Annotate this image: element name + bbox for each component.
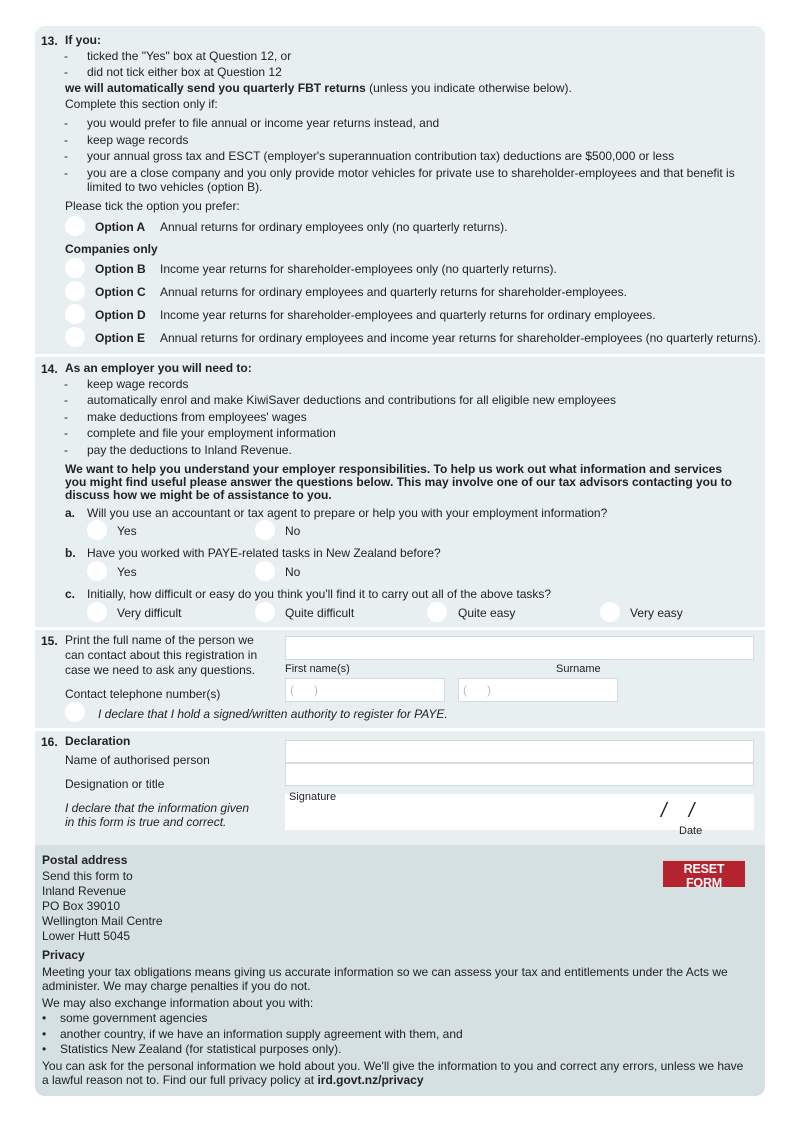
privacy-bullet: some government agencies: [60, 1011, 208, 1025]
declaration-text: in this form is true and correct.: [65, 815, 227, 829]
postal-privacy-section: Postal address Send this form to Inland Revenue PO Box 39010 Wellington Mail Centre Lower Hutt 5045 RESET FORM Privacy Meeting your tax obligations means giving us accurate information so we can assess your tax and entitlements under the Acts we administer. We may charge penalties if you do not. We may also exchange information about you with: • some government agencies • another country, if we have an information supply agreement with them, and • Statistics New Zealand (for statistical purposes only). You can ask for the personal information we hold about you. We'll give the information to you and correct any errors, unless we have a lawful reason not to. Find our full privacy policy at ird.govt.nz/privacy: [35, 845, 765, 1096]
q13-title: If you:: [65, 33, 101, 47]
q14a-question: Will you use an accountant or tax agent to prepare or help you with your employment information?: [87, 506, 608, 520]
option-b-radio[interactable]: [65, 258, 85, 278]
q13-criterion: your annual gross tax and ESCT (employer's superannuation contribution tax) deductions are $500,000 or less: [87, 149, 675, 163]
q15-number: 15.: [41, 634, 58, 648]
q14a-no-label: No: [285, 524, 301, 538]
q13-auto: we will automatically send you quarterly FBT returns (unless you indicate otherwise below).: [65, 81, 572, 95]
q14-item: automatically enrol and make KiwiSaver deductions and contributions for all eligible new employees: [87, 393, 616, 407]
question-14: 14. As an employer you will need to: - keep wage records - automatically enrol and make KiwiSaver deductions and contributions for all eligible new employees - make deductions from employees' wages - complete and file your employment information - pay the deductions to Inland Revenue. We want to help you understand your employer responsibilities. To help us work out what information and services you might find useful please answer the questions below. This may involve one of our tax advisors contacting you to discuss how we might be of assistance to you. a. Will you use an accountant or tax agent to prepare or help you with your employment information? Yes No b. Have you worked with PAYE-related tasks in New Zealand before? Yes No c. Initially, how difficult or easy do you think you'll find it to carry out all of the above tasks? Very difficult Quite difficult Quite easy Very easy: [41, 361, 733, 620]
q13-cond: did not tick either box at Question 12: [87, 65, 282, 79]
declaration-text: I declare that the information given: [65, 801, 250, 815]
phone-input-2[interactable]: [458, 678, 618, 702]
q14a-letter: a.: [65, 506, 76, 520]
privacy-text: administer. We may charge penalties if you do not.: [42, 979, 311, 993]
date-field[interactable]: / /: [661, 800, 695, 822]
very-easy-label: Very easy: [630, 606, 683, 620]
form-panel: [35, 26, 765, 1096]
q14b-no-radio[interactable]: [255, 561, 275, 581]
quite-easy-radio[interactable]: [427, 602, 447, 622]
area-code-parens: ( ): [290, 683, 318, 697]
privacy-text: Meeting your tax obligations means giving us accurate information so we can assess your tax and entitlements under the Acts we: [42, 965, 728, 979]
q14b-question: Have you worked with PAYE-related tasks in New Zealand before?: [87, 546, 441, 560]
q14a-no-radio[interactable]: [255, 520, 275, 540]
q14-title: As an employer you will need to:: [65, 361, 252, 375]
postal-line: Inland Revenue: [42, 884, 127, 898]
designation-label: Designation or title: [65, 777, 165, 791]
option-b-desc: Income year returns for shareholder-employees only (no quarterly returns).: [160, 262, 557, 276]
option-e-desc: Annual returns for ordinary employees and income year returns for shareholder-employees (no quarterly returns).: [160, 331, 761, 345]
date-label: Date: [679, 825, 703, 837]
q14-item: make deductions from employees' wages: [87, 410, 307, 424]
q14b-no-label: No: [285, 565, 301, 579]
q14-help: We want to help you understand your employer responsibilities. To help us work out what information and services: [65, 462, 722, 476]
designation-input[interactable]: [285, 763, 754, 786]
q15-text: Print the full name of the person we: [65, 633, 254, 647]
q14-item: complete and file your employment information: [87, 426, 336, 440]
signature-label: Signature: [289, 791, 337, 803]
q13-complete: Complete this section only if:: [65, 97, 218, 111]
quite-difficult-label: Quite difficult: [285, 606, 355, 620]
q14b-letter: b.: [65, 546, 76, 560]
very-difficult-radio[interactable]: [87, 602, 107, 622]
q14-help: discuss how we might be of assistance to you.: [65, 488, 332, 502]
privacy-text: You can ask for the personal information we hold about you. We'll give the information to you and correct any errors, unless we have: [42, 1059, 744, 1073]
companies-only-heading: Companies only: [65, 242, 158, 256]
postal-title: Postal address: [42, 853, 128, 867]
q13-criterion: you would prefer to file annual or income year returns instead, and: [87, 116, 440, 130]
authorised-name-input[interactable]: [285, 740, 754, 763]
q13-criterion: you are a close company and you only provide motor vehicles for private use to shareholder-employees and that benefit is: [87, 166, 735, 180]
quite-difficult-radio[interactable]: [255, 602, 275, 622]
privacy-text: a lawful reason not to. Find our full privacy policy at ird.govt.nz/privacy: [42, 1073, 424, 1087]
q14b-yes-radio[interactable]: [87, 561, 107, 581]
option-c-label: Option C: [95, 285, 146, 299]
q14-help: you might find useful please answer the questions below. This may involve one of our tax advisors contacting you to: [65, 475, 733, 489]
postal-line: Lower Hutt 5045: [42, 929, 131, 943]
q13-criterion: keep wage records: [87, 133, 189, 147]
option-d-label: Option D: [95, 308, 146, 322]
surname-label: Surname: [556, 663, 601, 675]
contact-name-input[interactable]: [285, 636, 754, 660]
question-15: [35, 630, 765, 728]
q14c-question: Initially, how difficult or easy do you think you'll find it to carry out all of the above tasks?: [87, 587, 552, 601]
option-b-label: Option B: [95, 262, 146, 276]
q14-item: keep wage records: [87, 377, 189, 391]
option-a-label: Option A: [95, 220, 146, 234]
phone-label: Contact telephone number(s): [65, 687, 221, 701]
question-16: [35, 731, 765, 844]
q14b-yes-label: Yes: [117, 565, 137, 579]
authority-declare-checkbox[interactable]: [65, 702, 85, 722]
option-a-desc: Annual returns for ordinary employees only (no quarterly returns).: [160, 220, 508, 234]
option-c-desc: Annual returns for ordinary employees and quarterly returns for shareholder-employees.: [160, 285, 627, 299]
option-d-radio[interactable]: [65, 304, 85, 324]
option-c-radio[interactable]: [65, 281, 85, 301]
privacy-link[interactable]: ird.govt.nz/privacy: [317, 1073, 424, 1087]
postal-line: Wellington Mail Centre: [42, 914, 163, 928]
q14c-letter: c.: [65, 587, 76, 601]
q15-text: can contact about this registration in: [65, 648, 258, 662]
privacy-text: We may also exchange information about you with:: [42, 996, 314, 1010]
q13-tick-prompt: Please tick the option you prefer:: [65, 199, 240, 213]
authority-declare-text: I declare that I hold a signed/written authority to register for PAYE.: [98, 707, 448, 721]
q16-title: Declaration: [65, 734, 131, 748]
q14-item: pay the deductions to Inland Revenue.: [87, 443, 292, 457]
q15-text: case we need to ask any questions.: [65, 663, 256, 677]
postal-line: Send this form to: [42, 869, 133, 883]
privacy-bullet: Statistics New Zealand (for statistical purposes only).: [60, 1042, 342, 1056]
quite-easy-label: Quite easy: [458, 606, 516, 620]
q14-number: 14.: [41, 362, 58, 376]
option-e-label: Option E: [95, 331, 145, 345]
option-d-desc: Income year returns for shareholder-employees and quarterly returns for ordinary employees.: [160, 308, 656, 322]
postal-line: PO Box 39010: [42, 899, 121, 913]
q13-cond: ticked the "Yes" box at Question 12, or: [87, 49, 292, 63]
privacy-title: Privacy: [42, 948, 85, 962]
q14a-yes-label: Yes: [117, 524, 137, 538]
reset-form-button[interactable]: RESET FORM: [663, 859, 745, 887]
q16-number: 16.: [41, 735, 58, 749]
phone-input-1[interactable]: [285, 678, 445, 702]
q13-number: 13.: [41, 34, 58, 48]
privacy-bullet: another country, if we have an information supply agreement with them, and: [60, 1027, 463, 1041]
authorised-name-label: Name of authorised person: [65, 753, 210, 767]
q14a-yes-radio[interactable]: [87, 520, 107, 540]
option-a-radio[interactable]: [65, 216, 85, 236]
very-difficult-label: Very difficult: [117, 606, 182, 620]
option-e-radio[interactable]: [65, 327, 85, 347]
question-13: 13. If you: - ticked the "Yes" box at Question 12, or - did not tick either box at Question 12 we will automatically send you quarterly FBT returns (unless you indicate otherwise below). Complete this section only if: - you would prefer to file annual or income year returns instead, and - keep wage records - your annual gross tax and ESCT (employer's superannuation contribution tax) deductions are $500,000 or less - you are a close company and you only provide motor vehicles for private use to shareholder-employees and that benefit is limited to two vehicles (option B). Please tick the option you prefer: Option A Annual returns for ordinary employees only (no quarterly returns). Companies only Option B Income year returns for shareholder-employees only (no quarterly returns). Option C Annual returns for ordinary employees and quarterly returns for shareholder-employees. Option D Income year returns for shareholder-employees and quarterly returns for ordinary employees. Option E Annual returns for ordinary employees and income year returns for shareholder-employees (no quarterly returns).: [41, 33, 761, 345]
q13-criterion: limited to two vehicles (option B).: [87, 180, 263, 194]
first-name-label: First name(s): [285, 663, 350, 675]
area-code-parens: ( ): [463, 683, 491, 697]
very-easy-radio[interactable]: [600, 602, 620, 622]
